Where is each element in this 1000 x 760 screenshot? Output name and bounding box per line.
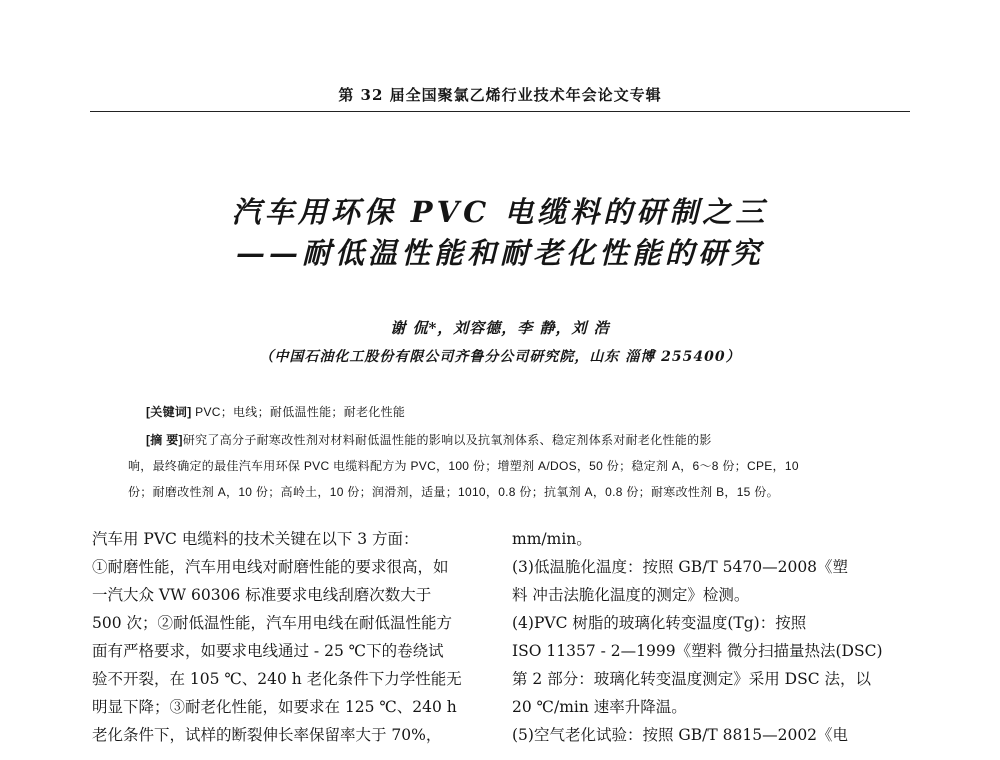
body-left-line: 明显下降；③耐老化性能，如要求在 125 ℃、240 h — [92, 698, 457, 716]
keywords — [146, 403, 405, 420]
body-right-line: mm/min。 — [512, 530, 592, 548]
abstract-line-3: 份；耐磨改性剂 A，10 份；高岭土，10 份；润滑剂，适量；1010，0.8 份；抗氧剂 A，0.8 份；耐寒改性剂 B，15 份。 — [128, 485, 779, 499]
body-right-line: ISO 11357 - 2—1999《塑料 微分扫描量热法(DSC) — [512, 642, 883, 660]
abstract-line-2: 响，最终确定的最佳汽车用环保 PVC 电缆料配方为 PVC，100 份；增塑剂 A/DOS，50 份；稳定剂 A，6～8 份；CPE，10 — [128, 459, 799, 473]
abstract-text-1: 研究了高分子耐寒改性剂对材料耐低温性能的影响以及抗氧剂体系、稳定剂体系对耐老化性能的影 — [182, 433, 712, 447]
body-right-line: 第 2 部分：玻璃化转变温度测定》采用 DSC 法，以 — [512, 670, 871, 688]
keywords-text: PVC；电线；耐低温性能；耐老化性能 — [191, 405, 406, 419]
body-left-line: 500 次；②耐低温性能，汽车用电线在耐低温性能方 — [92, 614, 453, 632]
body-right-line: (4)PVC 树脂的玻璃化转变温度(Tg)：按照 — [512, 614, 807, 632]
header-rule — [90, 111, 910, 112]
abstract-tag: [摘 要] — [146, 433, 183, 447]
body-left-line: 汽车用 PVC 电缆料的技术关键在以下 3 方面： — [92, 530, 419, 548]
keywords-tag: [关键词] — [146, 405, 192, 419]
abstract-line-1 — [146, 431, 712, 448]
body-right-line: 20 ℃/min 速率升降温。 — [512, 698, 687, 716]
affiliation: （中国石油化工股份有限公司齐鲁分公司研究院，山东 淄博 255400） — [259, 349, 741, 365]
body-right-line: 料 冲击法脆化温度的测定》检测。 — [512, 586, 750, 604]
body-right-line: (5)空气老化试验：按照 GB/T 8815—2002《电 — [512, 726, 849, 744]
authors: 谢 侃*，刘容德，李 静，刘 浩 — [390, 319, 610, 337]
body-left-line: ①耐磨性能，汽车用电线对耐磨性能的要求很高，如 — [92, 558, 449, 576]
journal-header: 第 32 届全国聚氯乙烯行业技术年会论文专辑 — [338, 86, 662, 104]
title-line-2: ——耐低温性能和耐老化性能的研究 — [235, 236, 764, 270]
title-line-1: 汽车用环保 PVC 电缆料的研制之三 — [231, 195, 769, 229]
body-left-line: 老化条件下，试样的断裂伸长率保留率大于 70%， — [92, 726, 442, 744]
body-left-line: 验不开裂，在 105 ℃、240 h 老化条件下力学性能无 — [92, 670, 462, 688]
body-left-line: 面有严格要求，如要求电线通过 - 25 ℃下的卷绕试 — [92, 642, 444, 660]
body-left-line: 一汽大众 VW 60306 标准要求电线刮磨次数大于 — [92, 586, 432, 604]
body-right-line: (3)低温脆化温度：按照 GB/T 5470—2008《塑 — [512, 558, 849, 576]
